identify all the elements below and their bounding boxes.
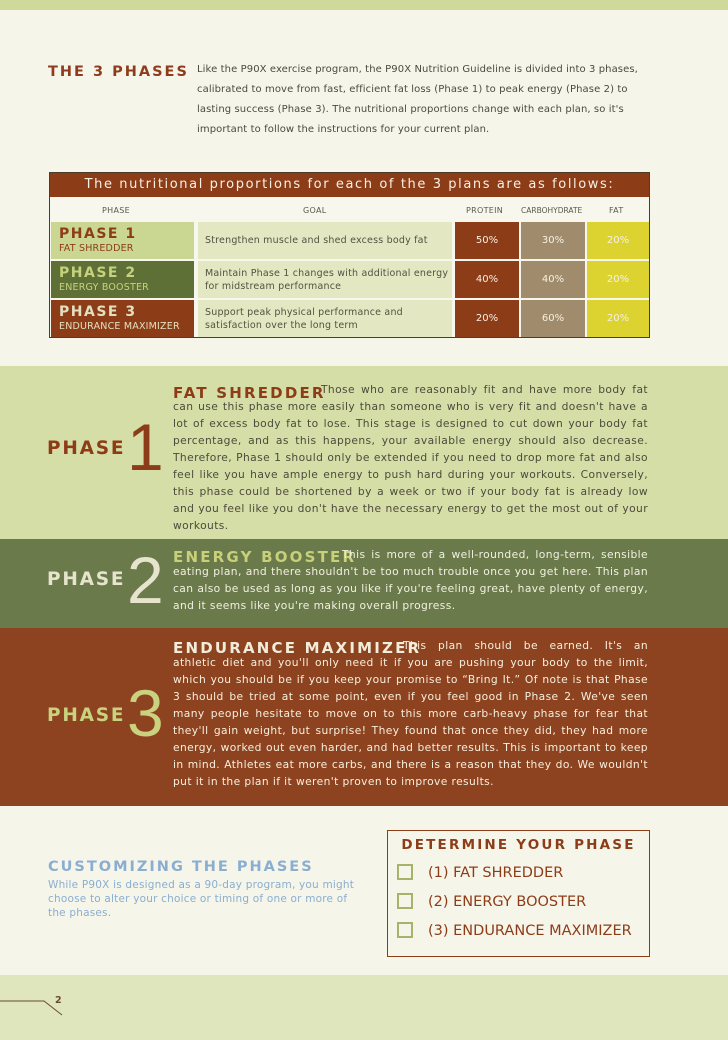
column-header-carbohydrate: CARBOHYDRATE: [521, 206, 583, 215]
column-header-phase: PHASE: [102, 206, 130, 215]
determine-title: DETERMINE YOUR PHASE: [401, 837, 636, 853]
table-row: [50, 222, 649, 259]
phase-name: PHASE 2: [59, 265, 137, 281]
phase-option: [397, 864, 642, 884]
carbohydrate-cell: 60%: [521, 300, 585, 337]
table-row: [50, 261, 649, 298]
protein-cell: 20%: [455, 300, 519, 337]
phase-option: [397, 922, 642, 942]
protein-cell: 40%: [455, 261, 519, 298]
proportions-table: [49, 172, 650, 338]
phase-option-label: (2) ENERGY BOOSTER: [428, 894, 587, 910]
phase-2-checkbox[interactable]: [397, 893, 413, 909]
phase-1-checkbox[interactable]: [397, 864, 413, 880]
fat-cell: 20%: [587, 300, 649, 337]
phase-subtitle: ENERGY BOOSTER: [59, 282, 149, 293]
phase-option: [397, 893, 642, 913]
phase-option-label: (3) ENDURANCE MAXIMIZER: [428, 923, 632, 939]
phase-name-cell: [51, 300, 194, 337]
intro-title: THE 3 PHASES: [48, 64, 189, 80]
phase-description: Those who are reasonably fit and have more body fat can use this phase more easily than someone who is very fit and doesn't have a lot of excess body fat to lose. This stage is designed to cut down your body fat percentage, and as this happens, your available energy should also decrease. Therefore, Phase 1 should only be extended if you need to drop more fat and also feel like you have ample energy to push hard during your workouts. Conversely, this phase could be shortened by a week or two if your body fat is already low and you feel like you don't have the necessary energy to get the most out of your workouts.: [173, 383, 648, 532]
phase-3-checkbox[interactable]: [397, 922, 413, 938]
page-number: 2: [55, 995, 62, 1006]
footer-band: [0, 975, 728, 1040]
phase-name: PHASE 1: [59, 226, 137, 242]
phase-2-section: [0, 539, 728, 628]
phase-1-section: [0, 366, 728, 539]
table-heading: The nutritional proportions for each of the 3 plans are as follows:: [50, 173, 649, 197]
phase-option-label: (1) FAT SHREDDER: [428, 865, 564, 881]
phase-title: ENERGY BOOSTER: [173, 548, 357, 566]
column-header-protein: PROTEIN: [466, 206, 504, 215]
phase-title: ENDURANCE MAXIMIZER: [173, 639, 422, 657]
protein-cell: 50%: [455, 222, 519, 259]
phase-word: PHASE: [47, 705, 126, 726]
phase-description: This plan should be earned. It's an athletic diet and you'll only need it if you are pushing your body to the limit, which you should be if you keep your promise to “Bring It.” Of note is that Phase 3 should be tried at some point, even if you feel good in Phase 2. We've seen many people hesitate to move on to this more carb-heavy phase for fear that they'll gain weight, but surprise! They found that once they did, they had more energy, worked out even harder, and had better results. This is important to keep in mind. Athletes eat more carbs, and there is a reason that they do. We wouldn't put it in the plan if it weren't proven to improve results.: [173, 639, 648, 788]
phase-title: FAT SHREDDER: [173, 384, 326, 402]
phase-word: PHASE: [47, 569, 126, 590]
goal-cell: Strengthen muscle and shed excess body fat: [198, 222, 452, 259]
goal-cell: Support peak physical performance and satisfaction over the long term: [198, 300, 452, 337]
customizing-text: While P90X is designed as a 90-day program, you might choose to alter your choice or timing of one or more of the phases.: [48, 879, 355, 919]
table-row: [50, 300, 649, 337]
phase-word: PHASE: [47, 438, 126, 459]
fat-cell: 20%: [587, 222, 649, 259]
phase-subtitle: ENDURANCE MAXIMIZER: [59, 321, 180, 332]
phase-name-cell: [51, 222, 194, 259]
carbohydrate-cell: 40%: [521, 261, 585, 298]
phase-number: 2: [127, 543, 164, 617]
carbohydrate-cell: 30%: [521, 222, 585, 259]
phase-name: PHASE 3: [59, 304, 137, 320]
customizing-title: CUSTOMIZING THE PHASES: [48, 859, 314, 875]
fat-cell: 20%: [587, 261, 649, 298]
phase-name-cell: [51, 261, 194, 298]
phase-subtitle: FAT SHREDDER: [59, 243, 134, 254]
phase-number: 1: [127, 410, 164, 484]
top-bar: [0, 0, 728, 10]
determine-phase-box: [387, 830, 650, 957]
column-header-goal: GOAL: [303, 206, 327, 215]
column-header-fat: FAT: [609, 206, 624, 215]
phase-description: This is more of a well-rounded, long-term, sensible eating plan, and there shouldn't be too much trouble once you get here. This plan can also be used as long as you like if you're feeling great, have plenty of energy, and it seems like you're making overall progress.: [173, 548, 648, 612]
goal-cell: Maintain Phase 1 changes with additional energy for midstream performance: [198, 261, 452, 298]
phase-number: 3: [127, 676, 164, 750]
phase-3-section: [0, 628, 728, 806]
intro-text: Like the P90X exercise program, the P90X Nutrition Guideline is divided into 3 phases, calibrated to move from fast, efficient fat loss (Phase 1) to peak energy (Phase 2) to lasting success (Phase 3). The nutritional proportions change with each plan, so it's important to follow the instructions for your current plan.: [197, 64, 638, 135]
